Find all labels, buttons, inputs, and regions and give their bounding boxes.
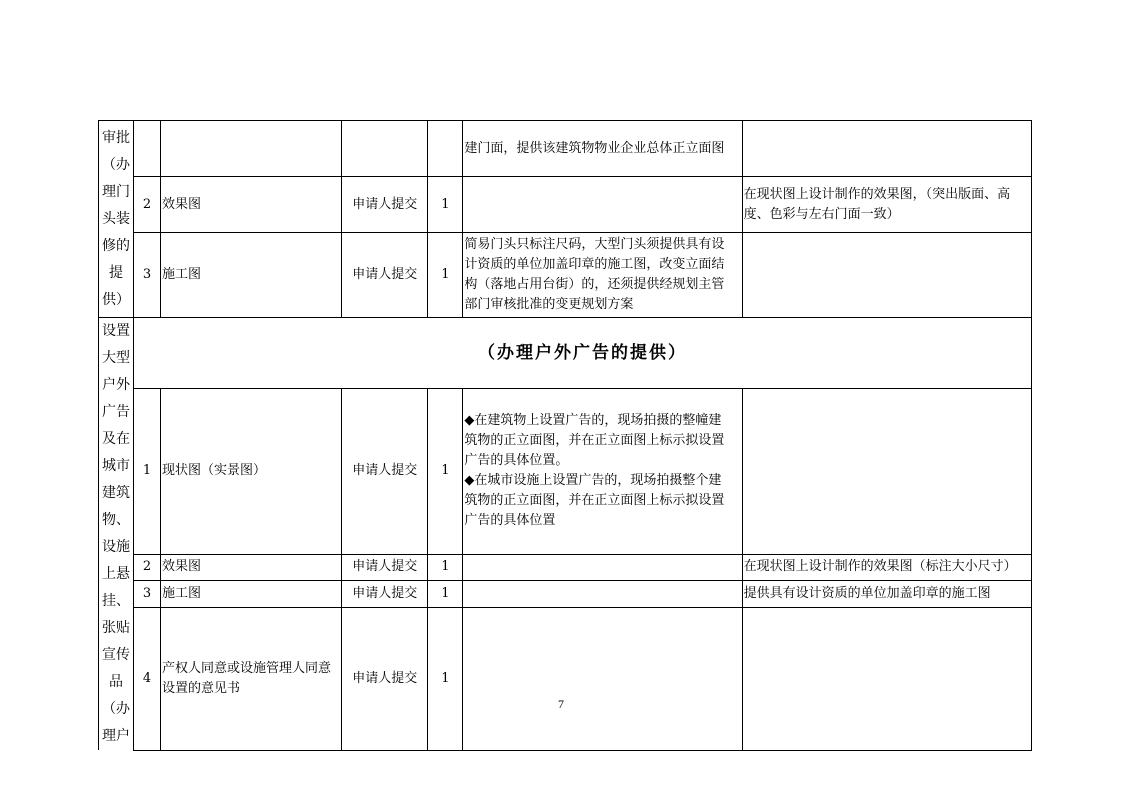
material-name-cell: 现状图（实景图） bbox=[161, 389, 342, 554]
remark-cell: 提供具有设计资质的单位加盖印章的施工图 bbox=[742, 581, 1031, 608]
category-line: 宣传 bbox=[102, 647, 131, 663]
category-line: 理户 bbox=[102, 728, 131, 744]
submitter-cell: 申请人提交 bbox=[342, 233, 428, 318]
description-line: 筑物的正立面图，并在正立面图上标示拟设置 bbox=[464, 433, 725, 449]
material-name-cell: 施工图 bbox=[161, 581, 342, 608]
submitter-cell: 申请人提交 bbox=[342, 608, 428, 751]
description-cell bbox=[463, 233, 742, 318]
category-line: 张贴 bbox=[102, 620, 131, 636]
submitter-cell: 申请人提交 bbox=[342, 554, 428, 581]
copies-cell: 1 bbox=[428, 608, 463, 751]
category-line: 物、 bbox=[102, 512, 131, 528]
description-line: 简易门头只标注尺码，大型门头须提供具有设 bbox=[464, 237, 725, 252]
table-row bbox=[99, 554, 1032, 581]
description-line: 筑物的正立面图，并在正立面图上标示拟设置 bbox=[464, 493, 725, 509]
category-cell bbox=[99, 318, 134, 751]
remark-cell bbox=[742, 177, 1031, 233]
category-line: （办 bbox=[102, 701, 131, 717]
category-line: 户外 bbox=[102, 377, 131, 393]
category-line: 理门 bbox=[102, 183, 131, 200]
description-line: 广告的具体位置。 bbox=[464, 453, 569, 469]
description-cell bbox=[463, 608, 742, 751]
remark-cell bbox=[742, 233, 1031, 318]
section-title: （办理户外广告的提供） bbox=[134, 318, 1032, 389]
number-cell: 2 bbox=[134, 177, 161, 233]
number-cell: 3 bbox=[134, 581, 161, 608]
description-cell bbox=[463, 554, 742, 581]
table-row bbox=[99, 608, 1032, 751]
category-cell bbox=[99, 121, 134, 318]
number-cell: 4 bbox=[134, 608, 161, 751]
remark-line: 度、色彩与左右门面一致） bbox=[743, 206, 900, 222]
description-line: 构（落地占用台街）的，还须提供经规划主管 bbox=[464, 277, 725, 292]
material-name-cell: 产权人同意或设施管理人同意设置的意见书 bbox=[161, 608, 342, 751]
description-line: ◆在建筑物上设置广告的，现场拍摄的整幢建 bbox=[464, 413, 722, 429]
category-line: 城市 bbox=[102, 458, 131, 474]
remark-cell bbox=[742, 608, 1031, 751]
submitter-cell: 申请人提交 bbox=[342, 581, 428, 608]
table-row bbox=[99, 389, 1032, 554]
category-line: 大型 bbox=[102, 350, 131, 366]
category-line: 提 bbox=[109, 264, 124, 281]
material-name-cell bbox=[161, 121, 342, 177]
material-name-cell: 施工图 bbox=[161, 233, 342, 318]
category-line: 挂、 bbox=[102, 593, 131, 609]
table-row bbox=[99, 121, 1032, 177]
material-name-cell: 效果图 bbox=[161, 177, 342, 233]
description-line: 部门审核批准的变更规划方案 bbox=[464, 297, 634, 312]
category-line: 广告 bbox=[102, 404, 131, 420]
requirements-table bbox=[98, 120, 1032, 751]
copies-cell: 1 bbox=[428, 177, 463, 233]
number-cell bbox=[134, 121, 161, 177]
category-line: 品 bbox=[109, 674, 124, 690]
table-row bbox=[99, 318, 1032, 389]
table-row bbox=[99, 581, 1032, 608]
category-line: 审批 bbox=[102, 129, 131, 146]
category-line: 上悬 bbox=[102, 566, 131, 582]
description-cell bbox=[463, 581, 742, 608]
material-name-cell: 效果图 bbox=[161, 554, 342, 581]
category-line: 供） bbox=[102, 291, 131, 308]
description-line: 计资质的单位加盖印章的施工图，改变立面结 bbox=[464, 257, 725, 272]
category-line: 设施 bbox=[102, 539, 131, 555]
copies-cell: 1 bbox=[428, 581, 463, 608]
category-line: 及在 bbox=[102, 431, 131, 447]
description-cell bbox=[463, 177, 742, 233]
remark-cell: 在现状图上设计制作的效果图（标注大小尺寸） bbox=[742, 554, 1031, 581]
copies-cell bbox=[428, 121, 463, 177]
table-row bbox=[99, 233, 1032, 318]
submitter-cell: 申请人提交 bbox=[342, 177, 428, 233]
description-cell bbox=[463, 389, 742, 554]
table-row bbox=[99, 177, 1032, 233]
category-line: 头装 bbox=[102, 210, 131, 227]
category-line: 建筑 bbox=[102, 485, 131, 501]
submitter-cell: 申请人提交 bbox=[342, 389, 428, 554]
description-line: 广告的具体位置 bbox=[464, 513, 556, 529]
category-line: 修的 bbox=[102, 237, 131, 254]
number-cell: 2 bbox=[134, 554, 161, 581]
copies-cell: 1 bbox=[428, 554, 463, 581]
remark-cell bbox=[742, 389, 1031, 554]
number-cell: 3 bbox=[134, 233, 161, 318]
page-number: 7 bbox=[558, 697, 564, 711]
description-line: ◆在城市设施上设置广告的，现场拍摄整个建 bbox=[464, 473, 722, 489]
copies-cell: 1 bbox=[428, 233, 463, 318]
category-line: 设置 bbox=[102, 323, 131, 339]
copies-cell: 1 bbox=[428, 389, 463, 554]
category-line: （办 bbox=[102, 156, 131, 173]
submitter-cell bbox=[342, 121, 428, 177]
remark-cell bbox=[742, 121, 1031, 177]
remark-line: 在现状图上设计制作的效果图，（突出版面、高 bbox=[743, 186, 1011, 202]
description-cell: 建门面，提供该建筑物物业企业总体正立面图 bbox=[463, 121, 742, 177]
number-cell: 1 bbox=[134, 389, 161, 554]
